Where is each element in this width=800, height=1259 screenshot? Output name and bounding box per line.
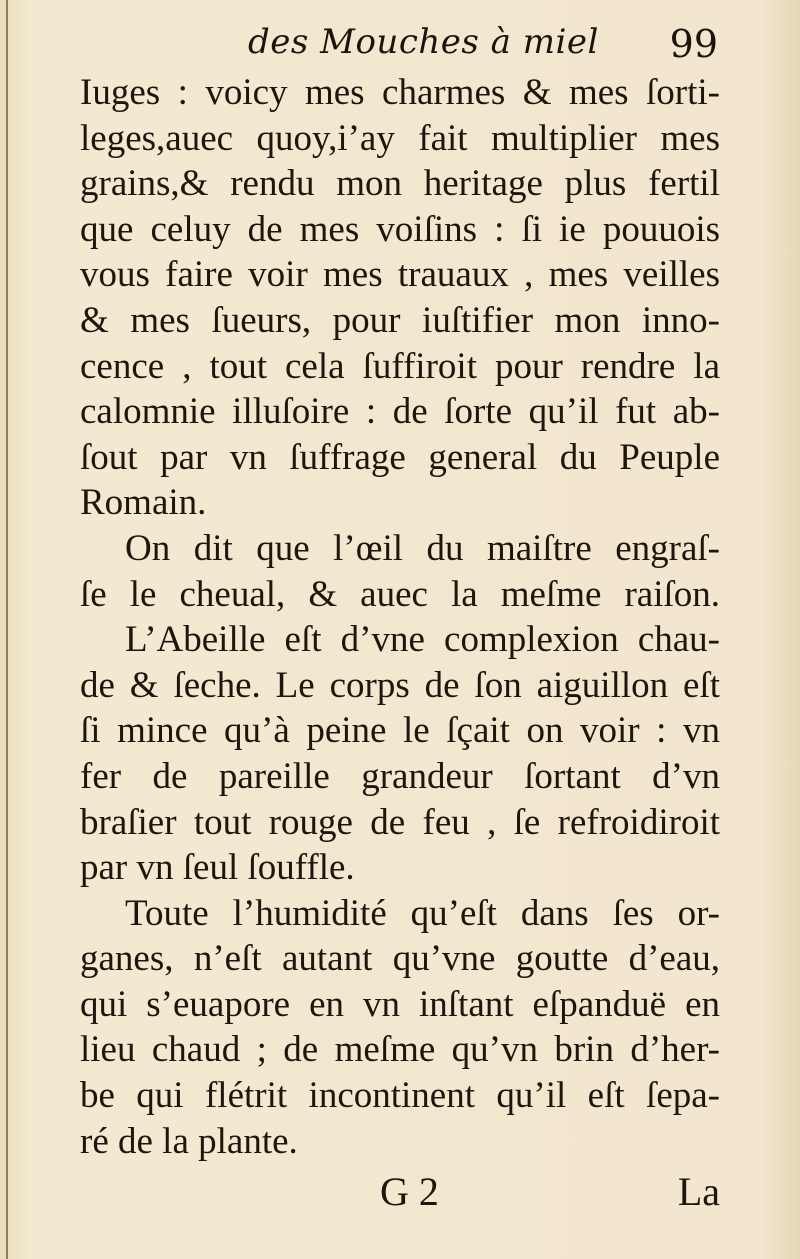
body-text xyxy=(80,70,720,1164)
catchword: La xyxy=(677,1169,720,1214)
page-number: 99 xyxy=(669,22,718,66)
text-line: Iuges : voicy mes charmes & mes ſorti- xyxy=(80,72,720,113)
paragraph-start-line: L’Abeille eſt d’vne complexion chau- xyxy=(125,619,720,661)
text-line: ſe le cheual, & auec la meſme raiſon. xyxy=(80,573,720,615)
text-line: leges,auec quoy,i’ay fait multiplier mes xyxy=(80,117,720,159)
running-head: des Mouches à miel xyxy=(248,22,599,62)
text-line: grains,& rendu mon heritage plus fertil xyxy=(80,163,720,205)
text-line: vous faire voir mes trauaux , mes veilles xyxy=(80,254,720,296)
text-line: be qui flétrit incontinent qu’il eſt ſepa- xyxy=(80,1075,720,1117)
page-footer xyxy=(80,1168,720,1228)
text-line: qui s’euapore en vn inſtant eſpanduë en xyxy=(80,983,720,1025)
paragraph-start-line: Toute l’humidité qu’eſt dans ſes or- xyxy=(125,892,720,934)
signature-mark: G 2 xyxy=(380,1169,439,1214)
text-line: lieu chaud ; de meſme qu’vn brin d’her- xyxy=(80,1029,720,1071)
text-line: & mes ſueurs, pour iuſtifier mon inno- xyxy=(80,299,720,341)
page-header xyxy=(78,14,718,74)
text-line: ſi mince qu’à peine le ſçait on voir : vn xyxy=(80,710,720,752)
gutter-edge xyxy=(6,0,8,1259)
text-line: par vn ſeul ſouffle. xyxy=(80,847,355,889)
text-line: ganes, n’eſt autant qu’vne goutte d’eau, xyxy=(80,938,720,980)
text-line: ré de la plante. xyxy=(80,1120,298,1162)
text-line: fer de pareille grandeur ſortant d’vn xyxy=(80,755,720,797)
text-line: que celuy de mes voiſins : ſi ie pouuois xyxy=(80,208,720,250)
text-line: cence , tout cela ſuffiroit pour rendre la xyxy=(80,345,720,387)
text-line: braſier tout rouge de feu , ſe refroidiroit xyxy=(80,801,720,843)
text-line: ſout par vn ſuffrage general du Peuple xyxy=(80,436,720,478)
text-line: Romain. xyxy=(80,482,207,524)
paragraph-start-line: On dit que l’œil du maiſtre engraſ- xyxy=(125,527,720,569)
text-line: de & ſeche. Le corps de ſon aiguillon eſt xyxy=(80,664,720,706)
text-line: calomnie illuſoire : de ſorte qu’il fut ab- xyxy=(80,391,720,433)
